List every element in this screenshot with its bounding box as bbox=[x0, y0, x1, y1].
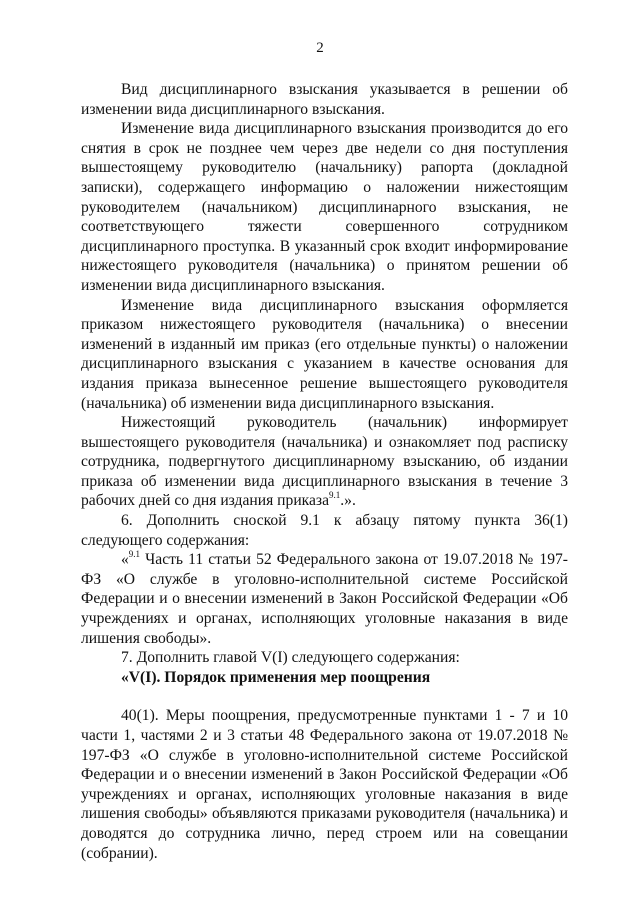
footnote-mark: 9.1 bbox=[128, 549, 141, 560]
paragraph-footnote-text bbox=[81, 550, 568, 648]
document-body bbox=[81, 80, 568, 863]
paragraph-informing bbox=[81, 413, 568, 511]
paragraph-informing-text: Нижестоящий руководитель (начальник) информирует вышестоящего руководителя (начальника) и ознакомляет под расписку сотрудника, подвергнутого дисциплинарному взысканию, об издании приказа об изменении вида дисциплинарного взыскания в течение 3 рабочих дней со дня издания приказа bbox=[81, 414, 568, 510]
page-number: 2 bbox=[316, 40, 324, 56]
footnote-ref: 9.1 bbox=[329, 490, 341, 501]
footnote-body: Часть 11 статьи 52 Федерального закона от 19.07.2018 № 197-ФЗ «О службе в уголовно-исполнительной системе Российской Федерации и о внесении изменений в Закон Российской Федерации «Об учреждениях и органах, исполняющих уголовные наказания в виде лишения свободы». bbox=[81, 551, 568, 647]
paragraph-informing-end: .». bbox=[340, 492, 356, 510]
paragraph-penalty-type: Вид дисциплинарного взыскания указывается в решении об изменении вида дисциплинарного взыскания. bbox=[81, 81, 568, 118]
quote-open: « bbox=[121, 551, 129, 569]
paragraph-penalty-change-term: Изменение вида дисциплинарного взыскания производится до его снятия в срок не позднее чем через две недели со дня поступления вышестоящему руководителю (начальнику) рапорта (докладной записки), содержащего информацию о наложении нижестоящим руководителем (начальником) дисциплинарного взыскания, не соответствующего тяжести совершенного сотрудником дисциплинарного проступка. В указанный срок входит информирование нижестоящего руководителя (начальника) о принятом решении об изменении вида дисциплинарного взыскания. bbox=[81, 120, 568, 294]
paragraph-penalty-change-order: Изменение вида дисциплинарного взыскания оформляется приказом нижестоящего руководителя (начальника) о внесении изменений в изданный им приказ (его отдельные пункты) о наложении дисциплинарного взыскания с указанием в качестве основания для издания приказа вынесенное решение вышестоящего руководителя (начальника) об изменении вида дисциплинарного взыскания. bbox=[81, 296, 568, 412]
paragraph-40-1: 40(1). Меры поощрения, предусмотренные пунктами 1 - 7 и 10 части 1, частями 2 и 3 статьи 48 Федерального закона от 19.07.2018 № 197-ФЗ «О службе в уголовно-исполнительной системе Российской Федерации и о внесении изменений в Закон Российской Федерации «Об учреждениях и органах, исполняющих уголовные наказания в виде лишения свободы» объявляются приказами руководителя (начальника) и доводятся до сотрудника лично, перед строем или на совещании (собрании). bbox=[81, 707, 568, 862]
paragraph-item-6: 6. Дополнить сноской 9.1 к абзацу пятому пункта 36(1) следующего содержания: bbox=[81, 512, 568, 549]
paragraph-item-7: 7. Дополнить главой V(I) следующего содержания: bbox=[121, 649, 460, 667]
chapter-heading: «V(I). Порядок применения мер поощрения bbox=[121, 668, 431, 686]
